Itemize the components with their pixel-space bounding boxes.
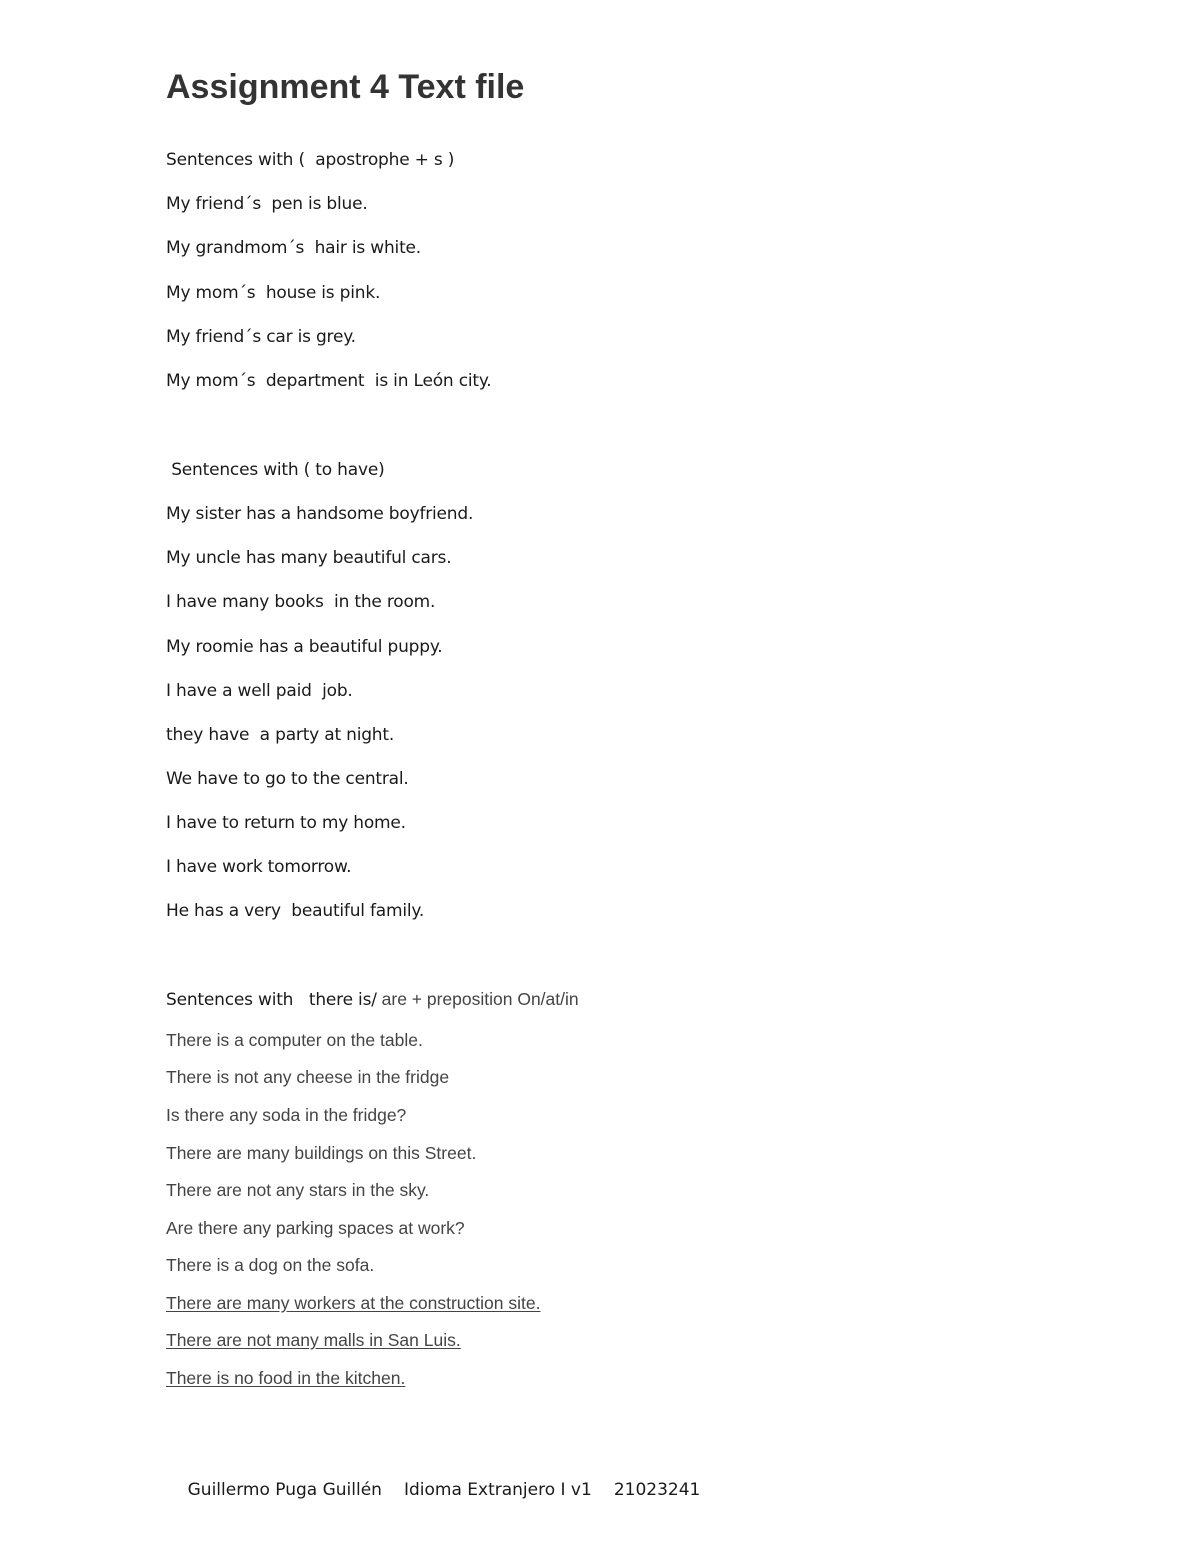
document-title: Assignment 4 Text file <box>166 68 525 106</box>
section-heading: Sentences with ( to have) <box>166 460 385 480</box>
footer-student-id: 21023241 <box>613 1480 701 1500</box>
sentence: We have to go to the central. <box>166 769 409 789</box>
section-heading-rest: are + preposition On/at/in <box>376 989 579 1009</box>
footer-author-name: Guillermo Puga Guillén <box>187 1480 382 1500</box>
sentence: I have to return to my home. <box>166 813 406 833</box>
sentence: I have a well paid job. <box>166 681 353 701</box>
sentence: they have a party at night. <box>166 725 395 745</box>
sentence: Are there any parking spaces at work? <box>166 1218 465 1238</box>
sentence: There is a dog on the sofa. <box>166 1255 375 1275</box>
sentence: He has a very beautiful family. <box>166 901 425 921</box>
sentence-underlined: There is no food in the kitchen. <box>166 1368 406 1388</box>
section-heading-bold: Sentences with there is/ <box>166 990 377 1010</box>
sentence: My roomie has a beautiful puppy. <box>166 637 443 657</box>
sentence-underlined: There are many workers at the construction site. <box>166 1293 541 1313</box>
sentence: My uncle has many beautiful cars. <box>166 548 452 568</box>
sentence: My mom´s house is pink. <box>166 283 381 303</box>
sentence-underlined: There are not many malls in San Luis. <box>166 1330 461 1350</box>
section-heading: Sentences with ( apostrophe + s ) <box>166 150 455 170</box>
sentence: My sister has a handsome boyfriend. <box>166 504 474 524</box>
sentence: There are not any stars in the sky. <box>166 1180 430 1200</box>
footer-course: Idioma Extranjero I v1 <box>403 1480 592 1500</box>
sentence: My grandmom´s hair is white. <box>166 238 422 258</box>
document-footer <box>166 1460 722 1520</box>
section-heading <box>166 989 579 1010</box>
sentence: Is there any soda in the fridge? <box>166 1105 407 1125</box>
sentence: I have many books in the room. <box>166 592 436 612</box>
sentence: There are many buildings on this Street. <box>166 1143 477 1163</box>
sentence: I have work tomorrow. <box>166 857 352 877</box>
sentence: My mom´s department is in León city. <box>166 371 492 391</box>
sentence: There is not any cheese in the fridge <box>166 1067 450 1087</box>
sentence: There is a computer on the table. <box>166 1030 423 1050</box>
sentence: My friend´s pen is blue. <box>166 194 368 214</box>
sentence: My friend´s car is grey. <box>166 327 356 347</box>
